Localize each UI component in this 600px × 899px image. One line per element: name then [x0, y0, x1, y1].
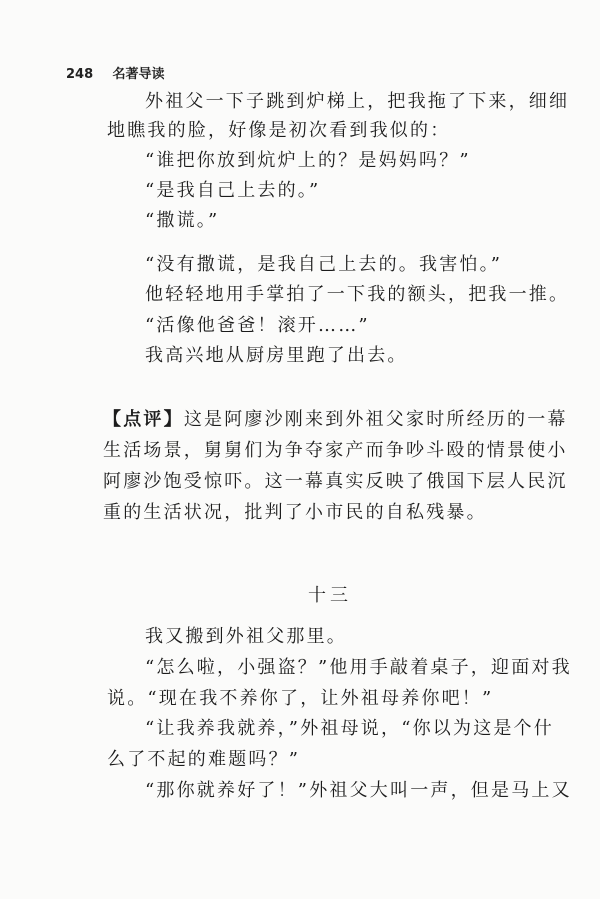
commentary-text: 重的生活状况，批判了小市民的自私残暴。 — [103, 502, 487, 523]
text-line: “是我自己上去的。” — [145, 180, 321, 201]
text-line: “那你就养好了！”外祖父大叫一声，但是马上又 — [145, 780, 572, 801]
commentary-line — [103, 409, 568, 431]
text-line: 地瞧我的脸，好像是初次看到我似的： — [107, 120, 451, 141]
book-title: 名著导读 — [112, 67, 165, 82]
text-line: 我高兴地从厨房里跑了出去。 — [145, 345, 408, 366]
chapter-heading: 十三 — [308, 585, 352, 606]
text-line: “撒谎。” — [145, 210, 220, 231]
text-line: “没有撒谎，是我自己上去的。我害怕。” — [145, 254, 503, 275]
page-number: 248 — [66, 67, 94, 82]
commentary-text: 这是阿廖沙刚来到外祖父家时所经历的一幕 — [183, 409, 568, 430]
text-line: 我又搬到外祖父那里。 — [145, 626, 347, 647]
commentary-label: 【点评】 — [103, 409, 184, 430]
running-header — [66, 63, 165, 82]
text-line: “怎么啦，小强盗？”他用手敲着桌子，迎面对我 — [145, 657, 572, 678]
text-line: “谁把你放到炕炉上的？是妈妈吗？” — [145, 150, 471, 171]
text-line: “让我养我就养，”外祖母说，“你以为这是个什 — [145, 718, 555, 739]
commentary-text: 阿廖沙饱受惊吓。这一幕真实反映了俄国下层人民沉 — [103, 471, 568, 492]
text-line: 么了不起的难题吗？” — [107, 749, 301, 770]
commentary-text: 生活场景，舅舅们为争夺家产而争吵斗殴的情景使小 — [103, 440, 568, 461]
commentary-line — [103, 440, 568, 462]
text-line: 外祖父一下子跳到炉梯上，把我拖了下来，细细 — [145, 91, 570, 112]
text-line: 说。“现在我不养你了，让外祖母养你吧！” — [107, 688, 494, 709]
text-line: “活像他爸爸！滚开……” — [145, 315, 370, 336]
commentary-line — [103, 471, 568, 493]
text-line: 他轻轻地用手掌拍了一下我的额头，把我一推。 — [145, 284, 570, 305]
commentary-line — [103, 502, 487, 524]
